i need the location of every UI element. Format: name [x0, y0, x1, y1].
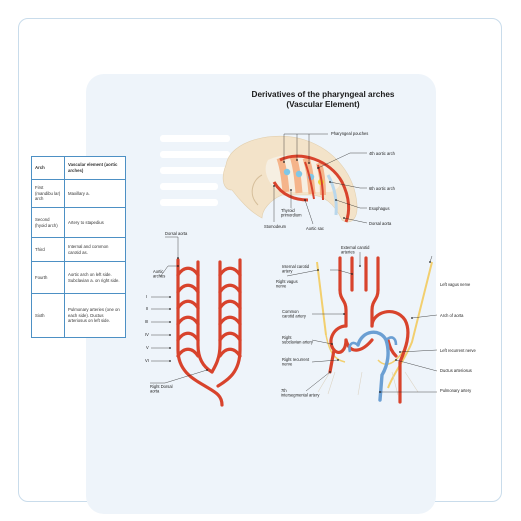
label-aortic-arches-1: Aortic arches — [153, 269, 166, 279]
label-numeral-ii: II — [146, 306, 149, 311]
table-cell-vascular: Pulmonary arteries (one on each side). Ductus arteriosus on left side. — [65, 294, 126, 338]
arch-of-aorta — [372, 312, 408, 402]
label-4th-aortic-arch: 4th aortic arch — [369, 151, 395, 156]
label-numeral-i: I — [146, 294, 148, 299]
right-recurrent-nerve — [326, 335, 345, 362]
arch-iii-right — [220, 301, 240, 308]
label-aortic-sac: Aortic sac — [306, 226, 324, 231]
label-right-subclavian: Right subclavian artery — [282, 335, 313, 345]
label-external-carotid: External carotid arteries — [341, 245, 370, 255]
label-numeral-iii: III — [145, 319, 149, 324]
label-ductus-arteriosus: Ductus arteriosus — [440, 368, 472, 373]
table-cell-arch: Third — [32, 238, 65, 262]
faint-intersegmental-lines — [318, 372, 418, 395]
arch-vi-right — [220, 349, 240, 356]
label-right-dorsal-aorta: Right Dorsal aorta — [150, 384, 173, 394]
diagram-title: Derivatives of the pharyngeal arches (Vascular Element) — [251, 90, 395, 109]
arch-iv-right — [220, 317, 240, 324]
label-7th-intersegmental: 7th intersegmental artery — [281, 388, 320, 398]
label-left-vagus: Left vagus nerve — [440, 282, 471, 287]
left-ventral-trunk — [198, 262, 212, 372]
label-numeral-iv: IV — [145, 332, 149, 337]
arch-i-right — [220, 268, 240, 275]
arch-ii-right — [220, 285, 240, 292]
adult-dots — [317, 261, 431, 393]
label-stomodeum: Stomodeum — [264, 224, 287, 229]
arch-v-right — [220, 333, 240, 340]
table-cell-vascular: Artery to stapedius — [65, 208, 126, 238]
label-arch-of-aorta: Arch of aorta — [440, 313, 464, 318]
aortic-arches-diagram — [178, 260, 240, 405]
pharyngeal-pouch — [296, 171, 302, 177]
seventh-intersegmental-artery — [330, 350, 334, 372]
table-header-vascular: Vascular element (aortic arches) — [65, 157, 126, 180]
arch-iv-left — [178, 317, 198, 324]
arch-v-left — [178, 333, 198, 340]
pulmonary-artery-trunk — [358, 332, 388, 400]
arch-vi-left — [178, 349, 198, 356]
right-subclavian-artery — [331, 326, 346, 352]
adult-derivatives-diagram — [317, 258, 432, 402]
table-cell-arch: Sixth — [32, 294, 65, 338]
label-right-vagus: Right vagus nerve — [276, 279, 298, 289]
label-numeral-vi: VI — [145, 358, 149, 363]
table-cell-arch: Second (hyoid arch) — [32, 208, 65, 238]
label-thyroid-primordium: Thyroid primordium — [281, 208, 302, 218]
table-cell-vascular: Aortic arch on left side. Subclavian a. on right side. — [65, 262, 126, 294]
arch-ii-left — [178, 285, 198, 292]
table-cell-vascular: Maxillary a. — [65, 180, 126, 208]
adult-leaders — [287, 252, 437, 392]
right-common-carotid — [340, 290, 346, 326]
left-vagus-nerve — [388, 262, 432, 388]
label-common-carotid: Common carotid artery — [282, 309, 306, 319]
label-numeral-v: V — [146, 345, 149, 350]
arch-i-left — [178, 268, 198, 275]
arch-iii-left — [178, 301, 198, 308]
right-vagus-nerve — [317, 262, 326, 335]
label-esophagus: Esophagus — [369, 206, 390, 211]
label-pulmonary-artery: Pulmonary artery — [440, 388, 472, 393]
label-6th-aortic-arch: 6th aortic arch — [369, 186, 395, 191]
label-dorsal-aorta-embryo: Dorsal aorta — [369, 221, 392, 226]
label-dorsal-aorta-arches: Dorsal aorta — [165, 231, 188, 236]
label-pharyngeal-pouches: Pharyngeal pouches — [331, 131, 369, 136]
table-cell-arch: Fourth — [32, 262, 65, 294]
label-internal-carotid: Internal carotid artery — [282, 264, 310, 274]
table-cell-vascular: Internal and common carotid as. — [65, 238, 126, 262]
label-left-recurrent: Left recurrent nerve — [440, 348, 476, 353]
arches-dots — [169, 257, 208, 371]
pharyngeal-pouch — [284, 169, 290, 175]
numeral-leaders — [151, 297, 170, 361]
table-header-arch: Arch — [32, 157, 65, 180]
label-right-recurrent: Right recurrent nerve — [282, 357, 310, 367]
table-cell-arch: First (mandibu lar) arch — [32, 180, 65, 208]
